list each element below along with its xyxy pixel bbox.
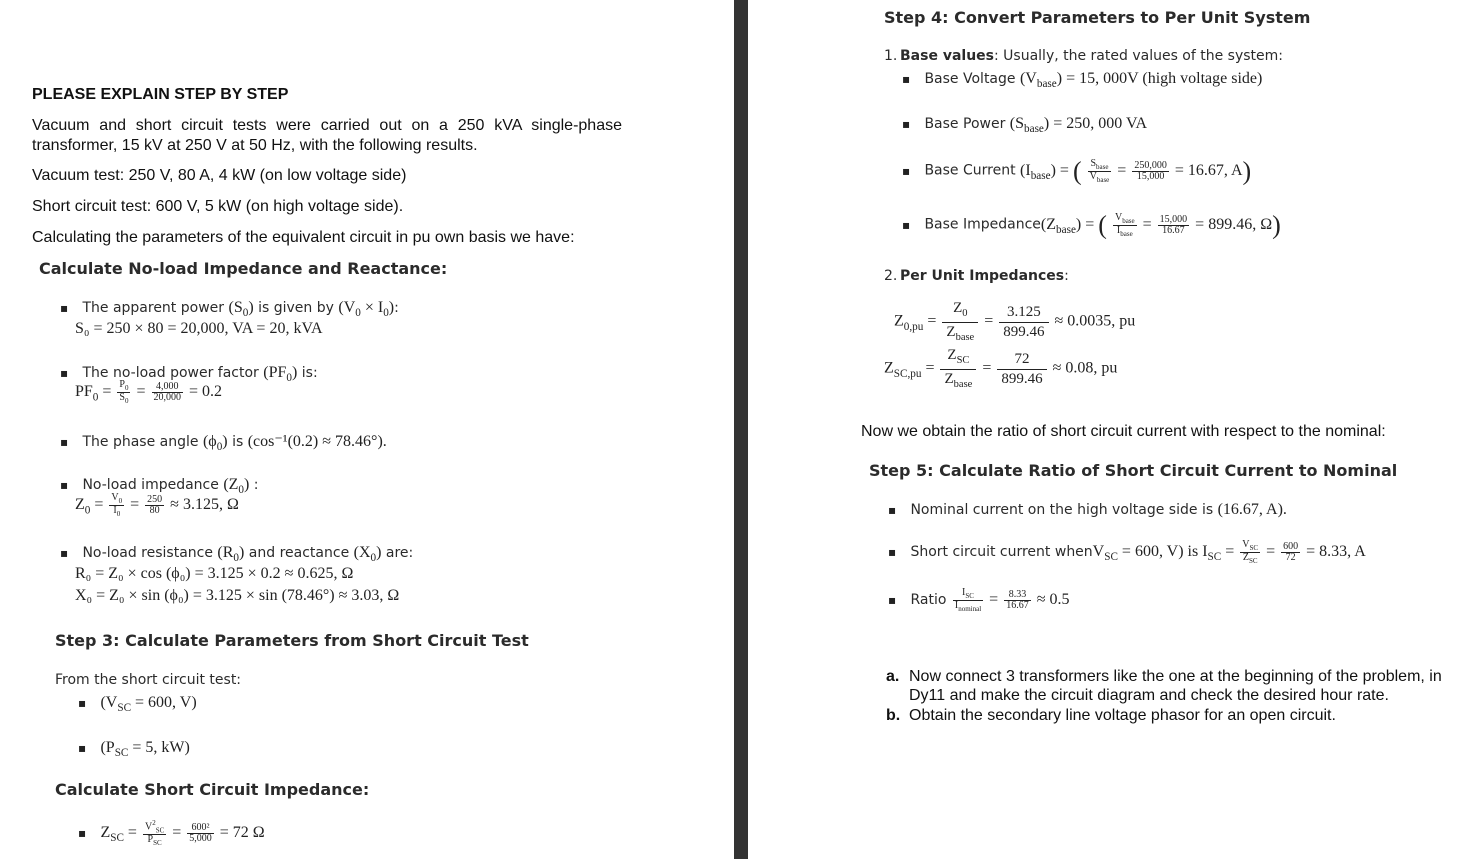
reactance-equation: X₀ = Z₀ × sin (ϕ₀) = 3.125 × sin (78.46°) ≈ 3.03, Ω	[75, 587, 400, 604]
heading-step3: Step 3: Calculate Parameters from Short Circuit Test	[55, 631, 529, 650]
heading-noload: Calculate No-load Impedance and Reactance:	[39, 259, 448, 278]
power-factor-equation: $PF_0$ = $\frac{P_0}{S_0}$ = $\frac{4,000}{20,000}$ = 0.2	[75, 379, 223, 405]
heading-sc-impedance: Calculate Short Circuit Impedance:	[55, 780, 370, 799]
apparent-power-equation: S₀ = 250 × 80 = 20,000, VA = 20, kVA	[75, 320, 323, 337]
question-b-text: Obtain the secondary line voltage phasor for an open circuit.	[909, 707, 1336, 724]
heading-step5: Step 5: Calculate Ratio of Short Circuit Current to Nominal	[869, 461, 1398, 480]
bullet-sc-current: ▪ Short circuit current whenV$_{SC}$ = 600, V) is $I_{SC}$ = $\frac{V_{SC}}{Z_{SC}}$ = $\frac{600}{72}$ = 8.33, A	[888, 540, 1366, 565]
vacuum-test-text: Vacuum test: 250 V, 80 A, 4 kW (on low voltage side)	[32, 167, 407, 184]
page-divider	[734, 0, 748, 859]
bullet-noload-impedance: ▪ No-load impedance $(Z_0)$ :	[60, 476, 259, 496]
bullet-apparent-power: ▪ The apparent power $(S_0)$ is given by $(V_0 \times I_0)$:	[60, 299, 399, 319]
left-page	[0, 0, 734, 859]
right-page	[748, 0, 1469, 859]
z0-pu-equation: $Z_{0,pu}$ = $\frac{Z_0}{Z_{base}}$ = $\frac{3.125}{899.46}$ ≈ 0.0035, pu	[894, 300, 1136, 343]
question-header: PLEASE EXPLAIN STEP BY STEP	[32, 86, 289, 103]
question-a-line1: Now connect 3 transformers like the one at the beginning of the problem, in	[909, 668, 1442, 685]
question-a-label: a.	[886, 668, 900, 685]
bullet-base-voltage: ▪ Base Voltage $(V_{base}) = 15$, 000V (high voltage side)	[902, 70, 1262, 90]
bullet-base-current: ▪ Base Current $(I_{base})$ = ( $\frac{S_{base}}{V_{base}}$ = $\frac{250,000}{15,000}$ = 16.67, A)	[902, 156, 1251, 186]
bullet-nominal-current: ▪ Nominal current on the high voltage side is (16.67, A).	[888, 501, 1287, 519]
resistance-equation: R₀ = Z₀ × cos (ϕ₀) = 3.125 × 0.2 ≈ 0.625, Ω	[75, 565, 354, 582]
question-a-line2: Dy11 and make the circuit diagram and check the desired hour rate.	[909, 687, 1389, 704]
bullet-base-impedance: ▪ Base $Impedance(Z_{base})$ = ( $\frac{V_{base}}{I_{base}}$ = $\frac{15,000}{16.67}$ = 899.46, Ω)	[902, 210, 1281, 240]
zsc-pu-equation: $Z_{SC,pu}$ = $\frac{Z_{SC}}{Z_{base}}$ = $\frac{72}{899.46}$ ≈ 0.08, pu	[884, 347, 1118, 390]
bullet-power-factor: ▪ The no-load power factor $(PF_0)$ is:	[60, 364, 318, 384]
calculating-text: Calculating the parameters of the equivalent circuit in pu own basis we have:	[32, 229, 575, 246]
bullet-zsc: ▪ $Z_{SC}$ = $\frac{V^2_{SC}}{P_{SC}}$ = $\frac{\text{600²}}{5,000}$ = 72 Ω	[78, 820, 265, 847]
question-paragraph-line1: Vacuum and short circuit tests were carried out on a 250 kVA single-phase	[32, 117, 622, 134]
bullet-base-power: ▪ Base Power $(S_{base}) = 250$, 000 VA	[902, 115, 1147, 135]
ratio-intro-text: Now we obtain the ratio of short circuit current with respect to the nominal:	[861, 423, 1386, 440]
question-b-label: b.	[886, 707, 901, 724]
base-values-line: 1. Base values: Usually, the rated values of the system:	[884, 48, 1284, 64]
heading-step4: Step 4: Convert Parameters to Per Unit System	[884, 8, 1311, 27]
bullet-phase-angle: ▪ The phase angle $(\phi_0)$ is (cos⁻¹(0.2) ≈ 78.46°).	[60, 431, 387, 453]
from-sc-text: From the short circuit test:	[55, 672, 242, 688]
pu-impedances-line: 2. Per Unit Impedances:	[884, 268, 1069, 284]
question-paragraph-line2: transformer, 15 kV at 250 V at 50 Hz, with the following results.	[32, 137, 478, 154]
bullet-vsc: ▪ ($V_{SC} = 600$, V)	[78, 694, 197, 714]
bullet-ratio: ▪ Ratio $\frac{I_{SC}}{I_{nominal}}$ = $\frac{8.33}{16.67}$ ≈ 0.5	[888, 588, 1069, 613]
short-circuit-test-text: Short circuit test: 600 V, 5 kW (on high voltage side).	[32, 198, 404, 215]
noload-impedance-equation: $Z_0$ = $\frac{V_0}{I_0}$ = $\frac{250}{80}$ ≈ 3.125, Ω	[75, 492, 239, 518]
bullet-noload-resistance: ▪ No-load resistance $(R_0)$ and reactance $(X_0)$ are:	[60, 544, 413, 564]
bullet-psc: ▪ ($P_{SC} = 5$, kW)	[78, 739, 190, 759]
